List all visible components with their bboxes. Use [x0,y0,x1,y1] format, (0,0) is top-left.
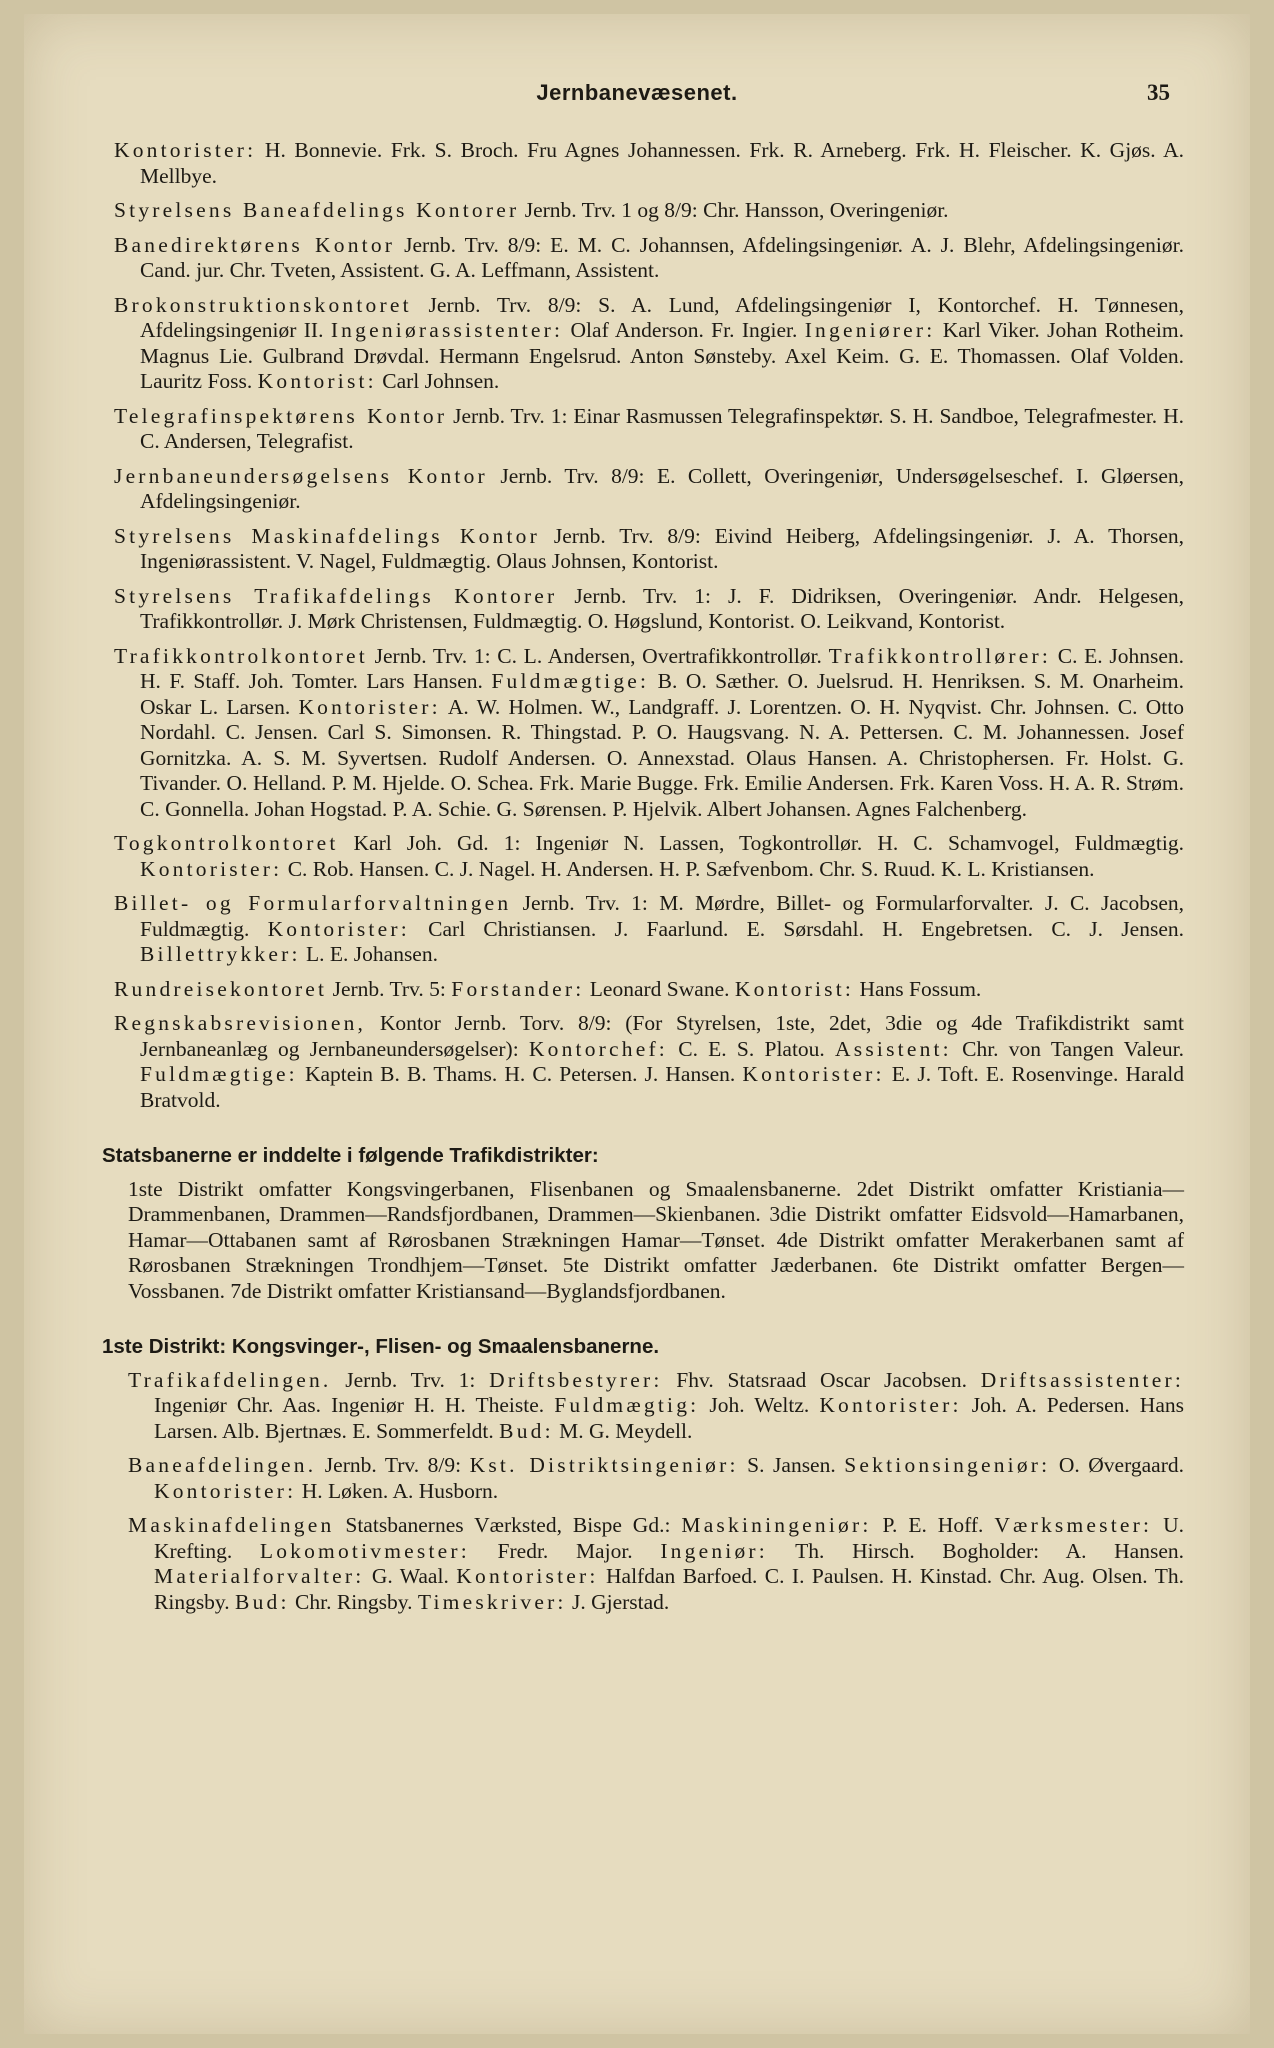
spaced-label: Telegrafinspektørens Kontor [114,403,448,428]
spaced-label: Ingeniør: [660,1538,768,1563]
entry-text: Carl Johnsen. [376,369,500,393]
entry-text: O. Øvergaard. [1050,1453,1184,1477]
entry-paragraph [114,831,1184,882]
spaced-label: Kontorchef: [528,1036,668,1061]
spaced-label: Assistent: [835,1036,952,1061]
first-district-listings [114,1368,1184,1616]
spaced-label: Styrelsens Maskinafdelings Kontor [114,523,540,548]
entry-paragraph [114,1368,1184,1445]
entry-text: Halfdan Barfoed. C. I. Paulsen. H. Kinstad. Chr. Aug. Olsen. Th. Ringsby. [154,1564,1184,1614]
section-heading-districts: Statsbanerne er inddelte i følgende Trafikdistrikter: [102,1144,599,1167]
entry-text: Joh. A. Pedersen. Hans Larsen. Alb. Bjertnæs. E. Sommerfeldt. [154,1393,1184,1443]
entry-text: M. G. Meydell. [553,1418,693,1443]
spaced-label: Trafikkontrollører: [828,643,1052,668]
entry-text: B. O. Sæther. O. Juelsrud. H. Henriksen. S. M. Onarheim. Oskar L. Larsen. [140,669,1184,719]
spaced-label: Billet- og Formularforvaltningen [114,891,512,915]
entry-paragraph [114,524,1184,575]
spaced-label: Kontorister: [742,1062,885,1086]
entry-paragraph [114,584,1184,635]
spaced-label: Billettrykker: [140,942,301,966]
spaced-label: Rundreisekontoret [114,976,328,1001]
office-listings [114,138,1184,1113]
entry-paragraph [114,644,1184,823]
spaced-label: Kontorister: [154,1478,297,1503]
entry-text: Jernb. Trv. 8/9: Eivind Heiberg, Afdelingsingeniør. J. A. Thorsen, Ingeniørassistent. V. Nagel, Fuldmægtig. Olaus Johnsen, Kontorist. [140,523,1184,573]
spaced-label: Banedirektørens Kontor [114,232,396,257]
spaced-label: Lokomotivmester: [259,1538,470,1563]
entry-text: P. E. Hoff. [871,1513,995,1537]
entry-text: Jernb. Trv. 1: M. Mørdre, Billet- og Formularforvalter. J. C. Jacobsen, Fuldmægtig. [140,891,1184,941]
entry-text: Kontor Jernb. Torv. 8/9: (For Styrelsen, 1ste, 2det, 3die og 4de Trafikdistrikt samt Jernbaneanlæg og Jernbaneundersøgelser): [140,1011,1184,1061]
entry-text: H. Løken. A. Husborn. [296,1478,499,1503]
entry-text: U. Krefting. [154,1513,1185,1563]
entry-text: Olaf Anderson. Fr. Ingier. [563,318,805,342]
entry-text: Th. Hirsch. Bogholder: A. Hansen. [767,1538,1184,1563]
book-page [24,14,1250,2034]
spaced-label: Togkontrolkontoret [114,831,339,855]
spaced-label: Jernbaneundersøgelsens Kontor [114,463,488,488]
spaced-label: Kontorister: [819,1393,962,1417]
entry-text: C. E. S. Platou. [668,1036,836,1061]
entry-text: Jernb. Trv. 8/9: S. A. Lund, Afdelingsingeniør I, Kontorchef. H. Tønnesen, Afdelingsingeniør II. [140,292,1184,342]
entry-text: J. Gjerstad. [566,1589,670,1614]
spaced-label: Brokonstruktionskontoret [114,292,412,317]
spaced-label: Timeskriver: [417,1589,567,1614]
entry-text: A. W. Holmen. W., Landgraff. J. Lorentzen. O. H. Nyqvist. Chr. Johnsen. C. Otto Nordahl. C. Jensen. Carl S. Simonsen. R. Thingstad. P. O. Haugsvang. N. A. Pettersen. C. M. Johannessen. Josef Gornitzka. A. S. M. Syvertsen. Rudolf Andersen. O. Annexstad. Olaus Hansen. A. Christophersen. Fr. Holst. G. Tivander. O. Helland. P. M. Hjelde. O. Schea. Frk. Marie Bugge. Frk. Emilie Andersen. Frk. Karen Voss. H. A. R. Strøm. C. Gonnella. Johan Hogstad. P. A. Schie. G. Sørensen. P. Hjelvik. Albert Johansen. Agnes Falchenberg. [140,694,1184,821]
entry-text: Karl Viker. Johan Rotheim. Magnus Lie. Gulbrand Drøvdal. Hermann Engelsrud. Anton Sønsteby. Axel Keim. G. E. Thomassen. Olaf Volden. Lauritz Foss. [140,318,1184,393]
entry-paragraph [114,1453,1184,1504]
spaced-label: Trafikkontrolkontoret [114,643,368,668]
entry-text: Statsbanernes Værksted, Bispe Gd.: [334,1513,682,1537]
spaced-label: Materialforvalter: [154,1564,365,1588]
entry-text: Leonard Swane. [584,976,735,1001]
entry-text: Jernb. Trv. 8/9: E. M. C. Johannsen, Afdelingsingeniør. A. J. Blehr, Afdelingsingeniør. Cand. jur. Chr. Tveten, Assistent. G. A. Leffmann, Assistent. [140,232,1184,282]
entry-text: Kaptein B. B. Thams. H. C. Petersen. J. Hansen. [297,1062,743,1086]
entry-paragraph [114,138,1184,189]
entry-paragraph [114,233,1184,284]
entry-text: H. Bonnevie. Frk. S. Broch. Fru Agnes Johannessen. Frk. R. Arneberg. Frk. H. Fleischer. K. Gjøs. A. Mellbye. [140,138,1184,188]
entry-paragraph [114,404,1184,455]
entry-text: L. E. Johansen. [300,942,438,966]
spaced-label: Kontorister: [140,856,283,881]
running-title: Jernbanevæsenet. [536,80,738,105]
entry-text: S. Jansen. [738,1453,845,1477]
entry-text: Ingeniør Chr. Aas. Ingeniør H. H. Theiste. [154,1393,555,1417]
entry-paragraph [114,1513,1184,1615]
spaced-label: Sektionsingeniør: [844,1453,1051,1477]
spaced-label: Fuldmægtig: [554,1393,700,1417]
entry-text: Jernb. Trv. 5: [327,976,452,1001]
entry-text: Fhv. Statsraad Oscar Jacobsen. [662,1367,981,1392]
entry-text: Karl Joh. Gd. 1: Ingeniør N. Lassen, Togkontrollør. H. C. Schamvogel, Fuldmægtig. [338,831,1184,855]
spaced-label: Bud: [235,1589,290,1614]
spaced-label: Kst. Distriktsingeniør: [469,1453,739,1477]
entry-text: Jernb. Trv. 1: C. L. Andersen, Overtrafikkontrollør. [367,643,829,668]
spaced-label: Kontorister: [114,138,257,162]
entry-text: Chr. von Tangen Valeur. [951,1036,1184,1061]
districts-paragraph: 1ste Distrikt omfatter Kongsvingerbanen, Flisenbanen og Smaalensbanerne. 2det Distrikt omfatter Kristiania—Drammenbanen, Drammen—Randsfjordbanen, Drammen—Skienbanen. 3die Distrikt omfatter Eidsvold—Hamarbanen, Hamar—Ottabanen samt af Rørosbanen Strækningen Hamar—Tønset. 4de Distrikt omfatter Merakerbanen samt af Rørosbanen Strækningen Trondhjem—Tønset. 5te Distrikt omfatter Jæderbanen. 6te Distrikt omfatter Bergen—Vossbanen. 7de Distrikt omfatter Kristiansand—Byglandsfjordbanen. [128,1176,1184,1303]
entry-paragraph [114,977,1184,1003]
page-header [24,80,1250,120]
spaced-label: Maskiningeniør: [681,1513,872,1537]
spaced-label: Ingeniørassistenter: [330,318,564,342]
entry-text: Carl Christiansen. J. Faarlund. E. Sørsdahl. H. Engebretsen. C. J. Jensen. [409,916,1184,941]
entry-text: Jernb. Trv. 8/9: [316,1453,470,1477]
spaced-label: Styrelsens Trafikafdelings Kontorer [114,583,558,608]
entry-text: Jernb. Trv. 1: [331,1367,490,1392]
spaced-label: Trafikafdelingen. [128,1367,332,1392]
section-heading-first-district: 1ste Distrikt: Kongsvinger-, Flisen- og Smaalensbanerne. [102,1335,660,1358]
spaced-label: Fuldmægtige: [140,1062,298,1086]
entry-text: Fredr. Major. [469,1538,661,1563]
spaced-label: Maskinafdelingen [128,1513,335,1537]
spaced-label: Kontorist: [734,976,855,1001]
entry-paragraph [114,293,1184,395]
entry-text: C. Rob. Hansen. C. J. Nagel. H. Andersen. H. P. Sæfvenbom. Chr. S. Ruud. K. L. Kristiansen. [282,856,1095,881]
entry-paragraph [114,891,1184,968]
entry-text: Jernb. Trv. 8/9: E. Collett, Overingeniør, Undersøgelseschef. I. Gløersen, Afdelingsingeniør. [140,463,1184,513]
spaced-label: Styrelsens Baneafdelings Kontorer [114,198,520,222]
entry-paragraph [114,198,1184,224]
entry-text: Jernb. Trv. 1: Einar Rasmussen Telegrafinspektør. S. H. Sandboe, Telegrafmester. H. C. Andersen, Telegrafist. [140,403,1184,453]
spaced-label: Kontorist: [257,369,377,393]
spaced-label: Regnskabsrevisionen, [114,1011,367,1035]
spaced-label: Fuldmægtige: [491,669,650,693]
spaced-label: Kontorister: [298,694,441,719]
entry-paragraph [114,1011,1184,1113]
page-number: 35 [1147,80,1170,105]
entry-text: Jernb. Trv. 1: J. F. Didriksen, Overingeniør. Andr. Helgesen, Trafikkontrollør. J. Mørk Christensen, Fuldmægtig. O. Høgslund, Kontorist. O. Leikvand, Kontorist. [140,583,1184,633]
spaced-label: Driftsbestyrer: [489,1367,663,1392]
spaced-label: Forstander: [451,976,585,1001]
entry-text: E. J. Toft. E. Rosenvinge. Harald Bratvold. [140,1062,1184,1112]
page-body [102,138,1185,1624]
entry-text: G. Waal. [364,1564,457,1588]
entry-text: Chr. Ringsby. [289,1589,418,1614]
entry-paragraph [114,464,1184,515]
entry-text: Jernb. Trv. 1 og 8/9: Chr. Hansson, Overingeniør. [519,198,949,222]
spaced-label: Ingeniører: [804,318,936,342]
spaced-label: Kontorister: [267,916,410,941]
spaced-label: Baneafdelingen. [128,1453,317,1477]
entry-text: C. E. Johnsen. H. F. Staff. Joh. Tomter. Lars Hansen. [140,643,1185,693]
entry-text: Joh. Weltz. [699,1393,820,1417]
spaced-label: Bud: [499,1418,554,1443]
spaced-label: Kontorister: [456,1564,599,1588]
spaced-label: Værksmester: [994,1513,1153,1537]
spaced-label: Driftsassistenter: [980,1367,1185,1392]
entry-text: Hans Fossum. [854,976,982,1001]
